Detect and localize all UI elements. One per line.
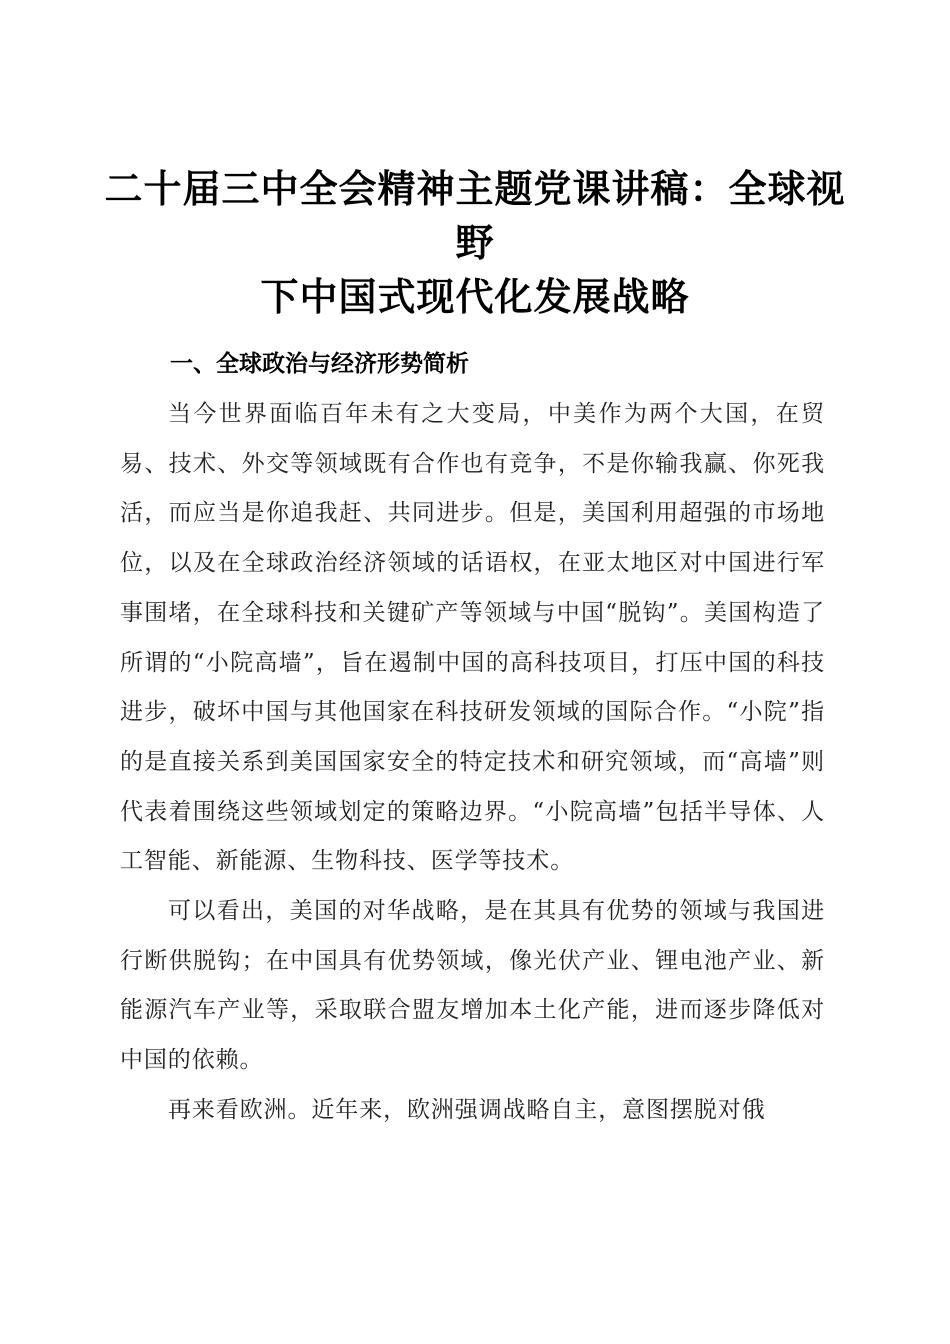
- title-line-1: 二十届三中全会精神主题党课讲稿：全球视野: [104, 167, 846, 265]
- document-title: [100, 162, 850, 324]
- paragraph: 再来看欧洲。近年来，欧洲强调战略自主，意图摆脱对俄: [168, 1096, 766, 1123]
- body-text: [120, 390, 825, 1136]
- paragraph: 当今世界面临百年未有之大变局，中美作为两个大国，在贸易、技术、外交等领域既有合作也有竞争，不是你输我赢、你死我活，而应当是你追我赶、共同进步。但是，美国利用超强的市场地位，以及在全球政治经济领域的话语权，在亚太地区对中国进行军事围堵，在全球科技和关键矿产等领域与中国“脱钩”。美国构造了所谓的“小院高墙”，旨在遏制中国的高科技项目，打压中国的科技进步，破坏中国与其他国家在科技研发领域的国际合作。“小院”指的是直接关系到美国国家安全的特定技术和研究领域，而“高墙”则代表着围绕这些领域划定的策略边界。“小院高墙”包括半导体、人工智能、新能源、生物科技、医学等技术。: [120, 401, 825, 875]
- paragraph: 可以看出，美国的对华战略，是在其具有优势的领域与我国进行断供脱钩；在中国具有优势领域，像光伏产业、锂电池产业、新能源汽车产业等，采取联合盟友增加本土化产能，进而逐步降低对中国的依赖。: [120, 898, 825, 1074]
- section-heading: 一、全球政治与经济形势简析: [170, 351, 469, 377]
- title-line-2: 下中国式现代化发展战略: [260, 275, 690, 319]
